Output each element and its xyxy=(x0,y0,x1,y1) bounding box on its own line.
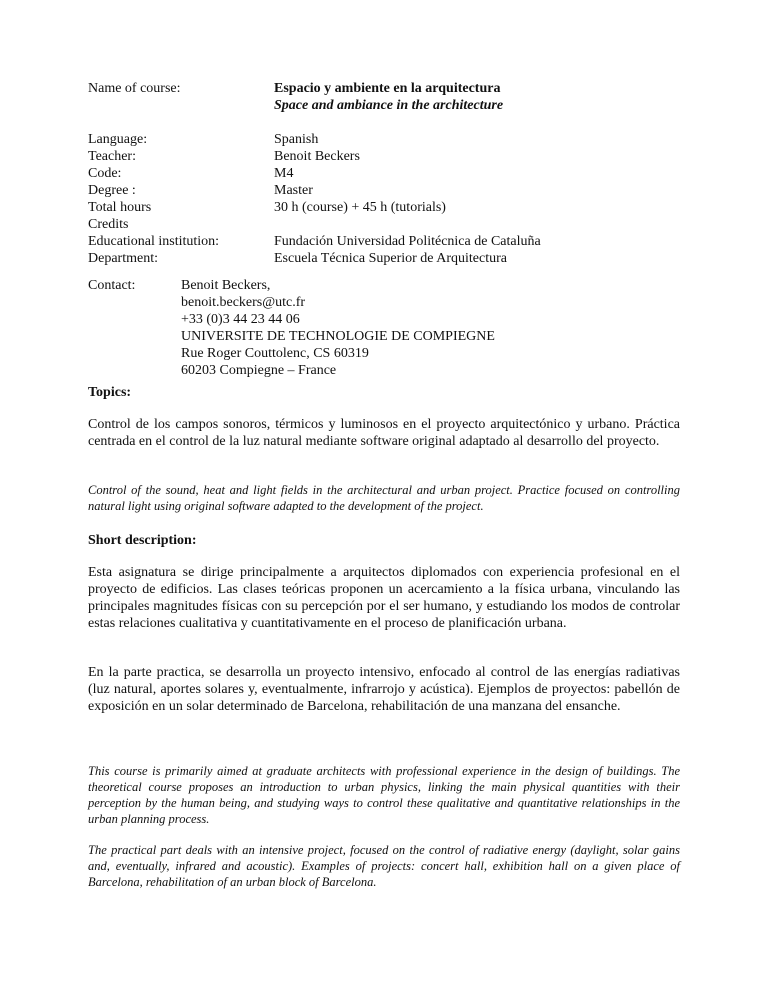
details-labels xyxy=(88,131,219,267)
detail-label: Department: xyxy=(88,251,158,266)
detail-value: Master xyxy=(274,183,313,198)
topics-text-en: Control of the sound, heat and light fields in the architectural and urban project. Practice focused on controlling natural light using original software adapted to the development of the project. xyxy=(88,483,680,513)
contact-email: benoit.beckers@utc.fr xyxy=(181,295,306,310)
detail-label: Total hours xyxy=(88,200,152,215)
detail-label: Credits xyxy=(88,217,129,232)
detail-label: Educational institution: xyxy=(88,234,220,249)
course-name-label: Name of course: xyxy=(88,81,181,96)
details-values xyxy=(274,131,541,267)
course-title-en: Space and ambiance in the architecture xyxy=(274,98,504,113)
detail-label: Teacher: xyxy=(88,149,136,164)
topics-text-es: Control de los campos sonoros, térmicos y luminosos en el proyecto arquitectónico y urbano. Práctica centrada en el control de la luz natural mediante software original adaptado al desarrollo del proyecto. xyxy=(88,417,680,449)
detail-value xyxy=(274,216,541,233)
contact-phone: +33 (0)3 44 23 44 06 xyxy=(181,312,300,327)
contact-name: Benoit Beckers, xyxy=(181,278,271,293)
contact-street: Rue Roger Couttolenc, CS 60319 xyxy=(181,346,369,361)
description-heading: Short description: xyxy=(88,533,197,548)
description-text-es-2: En la parte practica, se desarrolla un proyecto intensivo, enfocado al control de las energías radiativas (luz natural, aportes solares y, eventualmente, infrarrojo y acústica). Ejemplos de proyectos: pabellón de exposición en un solar determinado de Barcelona, rehabilitación de una manzana del ensanche. xyxy=(88,665,680,714)
contact-label: Contact: xyxy=(88,278,136,293)
detail-value: Benoit Beckers xyxy=(274,149,360,164)
contact-block xyxy=(181,277,495,379)
detail-value: Spanish xyxy=(274,132,319,147)
detail-value: Escuela Técnica Superior de Arquitectura xyxy=(274,251,507,266)
course-title-es: Espacio y ambiente en la arquitectura xyxy=(274,81,501,96)
detail-label: Language: xyxy=(88,132,148,147)
topics-heading: Topics: xyxy=(88,385,132,400)
detail-value: Fundación Universidad Politécnica de Cataluña xyxy=(274,234,541,249)
contact-city: 60203 Compiegne – France xyxy=(181,363,337,378)
description-text-en-1: This course is primarily aimed at graduate architects with professional experience in the design of buildings. The theoretical course proposes an introduction to urban physics, linking the main physical quantities with their perception by the human being, and studying ways to control these qualitative and quantitative relationships in the urban planning process. xyxy=(88,764,680,826)
detail-label: Degree : xyxy=(88,183,136,198)
detail-value: M4 xyxy=(274,166,294,181)
description-text-en-2: The practical part deals with an intensive project, focused on the control of radiative energy (daylight, solar gains and, eventually, infrared and acoustic). Examples of projects: concert hall, exhibition hall on a given place of Barcelona, rehabilitation of an urban block of Barcelona. xyxy=(88,843,680,889)
detail-value: 30 h (course) + 45 h (tutorials) xyxy=(274,200,446,215)
detail-label: Code: xyxy=(88,166,122,181)
description-text-es-1: Esta asignatura se dirige principalmente a arquitectos diplomados con experiencia profesional en el proyecto de edificios. Las clases teóricas proponen un acercamiento a la física urbana, vinculando las principales magnitudes físicas con su percepción por el ser humano, y estudiando los modos de controlar estas relaciones cualitativa y cuantitativamente en el proceso de planificación urbana. xyxy=(88,565,680,631)
contact-institution: UNIVERSITE DE TECHNOLOGIE DE COMPIEGNE xyxy=(181,329,495,344)
